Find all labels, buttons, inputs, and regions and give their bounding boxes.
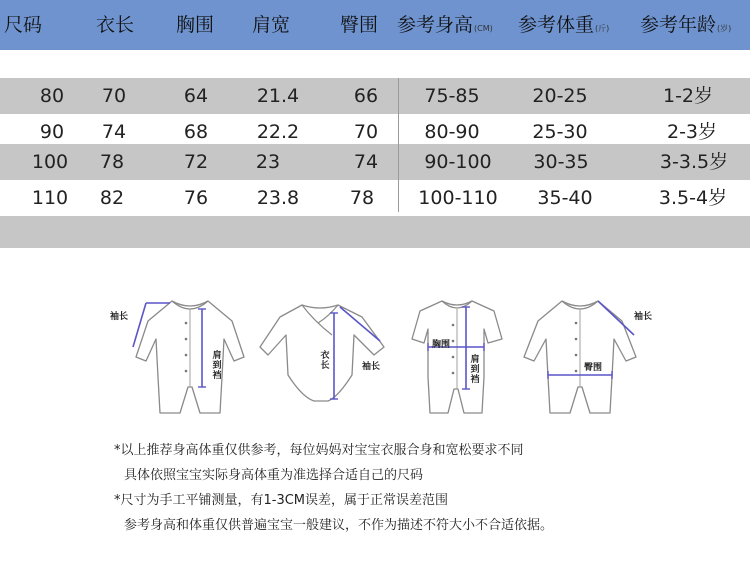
label-shoulder-to-crotch: 肩到裆 bbox=[470, 355, 480, 385]
cell-size: 80 bbox=[39, 85, 65, 107]
cell-ref-height: 75-85 bbox=[424, 85, 480, 107]
cell-size: 100 bbox=[31, 151, 69, 173]
cell-chest: 72 bbox=[183, 151, 209, 173]
cell-ref-weight: 20-25 bbox=[532, 85, 588, 107]
cell-chest: 68 bbox=[183, 121, 209, 143]
table-row bbox=[0, 180, 750, 216]
header-size: 尺码 bbox=[4, 14, 43, 36]
romper-front-illustration bbox=[130, 295, 250, 420]
header-chest: 胸围 bbox=[176, 14, 215, 36]
cell-shoulder: 23 bbox=[255, 151, 281, 173]
cell-hip: 66 bbox=[353, 85, 379, 107]
size-notes bbox=[114, 438, 734, 538]
cell-length: 74 bbox=[101, 121, 127, 143]
cell-ref-weight: 30-35 bbox=[533, 151, 589, 173]
cell-length: 78 bbox=[99, 151, 125, 173]
cell-ref-age: 1-2岁 bbox=[662, 85, 714, 107]
cell-hip: 70 bbox=[353, 121, 379, 143]
header-ref-height: 参考身高(CM) bbox=[397, 14, 493, 36]
label-shoulder-to-crotch: 肩到裆 bbox=[212, 351, 222, 381]
cell-hip: 74 bbox=[353, 151, 379, 173]
label-sleeve-length: 袖长 bbox=[110, 312, 129, 322]
header-ref-age: 参考年龄(岁) bbox=[640, 14, 732, 36]
cell-size: 110 bbox=[31, 187, 69, 209]
cell-hip: 78 bbox=[349, 187, 375, 209]
cell-chest: 76 bbox=[183, 187, 209, 209]
cell-shoulder: 21.4 bbox=[256, 85, 300, 107]
cell-ref-weight: 35-40 bbox=[537, 187, 593, 209]
table-row bbox=[0, 144, 750, 180]
measurement-illustrations bbox=[0, 285, 750, 420]
note-line: *尺寸为手工平铺测量，有1-3CM误差，属于正常误差范围 bbox=[114, 493, 449, 508]
cell-ref-weight: 25-30 bbox=[532, 121, 588, 143]
romper-hip-illustration bbox=[516, 295, 646, 420]
cell-ref-height: 80-90 bbox=[424, 121, 480, 143]
label-hip: 臀围 bbox=[584, 363, 603, 373]
cell-ref-height: 90-100 bbox=[424, 151, 492, 173]
cell-length: 82 bbox=[99, 187, 125, 209]
label-sleeve-length: 袖长 bbox=[634, 312, 653, 322]
cell-ref-height: 100-110 bbox=[418, 187, 498, 209]
table-row bbox=[0, 78, 750, 114]
cell-shoulder: 23.8 bbox=[256, 187, 300, 209]
label-body-length: 衣长 bbox=[320, 351, 330, 371]
cell-chest: 64 bbox=[183, 85, 209, 107]
cell-ref-age: 3.5-4岁 bbox=[658, 187, 728, 209]
header-hip: 臀围 bbox=[340, 14, 379, 36]
header-shoulder: 肩宽 bbox=[252, 14, 291, 36]
label-sleeve-length: 袖长 bbox=[362, 362, 381, 372]
cell-ref-age: 3-3.5岁 bbox=[659, 151, 729, 173]
header-length: 衣长 bbox=[96, 14, 135, 36]
short-sleeve-romper-illustration bbox=[410, 295, 505, 420]
cell-size: 90 bbox=[39, 121, 65, 143]
cell-ref-age: 2-3岁 bbox=[666, 121, 718, 143]
note-line: *以上推荐身高体重仅供参考，每位妈妈对宝宝衣服合身和宽松要求不同 bbox=[114, 443, 524, 458]
size-table-header bbox=[0, 0, 750, 50]
column-separator bbox=[398, 78, 399, 212]
cell-length: 70 bbox=[101, 85, 127, 107]
table-footer-band bbox=[0, 216, 750, 248]
note-line: 参考身高和体重仅供普遍宝宝一般建议，不作为描述不符大小不合适依据。 bbox=[124, 518, 554, 533]
cell-shoulder: 22.2 bbox=[256, 121, 300, 143]
label-chest: 胸围 bbox=[432, 340, 451, 350]
note-line: 具体依照宝宝实际身高体重为准选择合适自己的尺码 bbox=[124, 468, 424, 483]
header-ref-weight: 参考体重(斤) bbox=[518, 14, 610, 36]
